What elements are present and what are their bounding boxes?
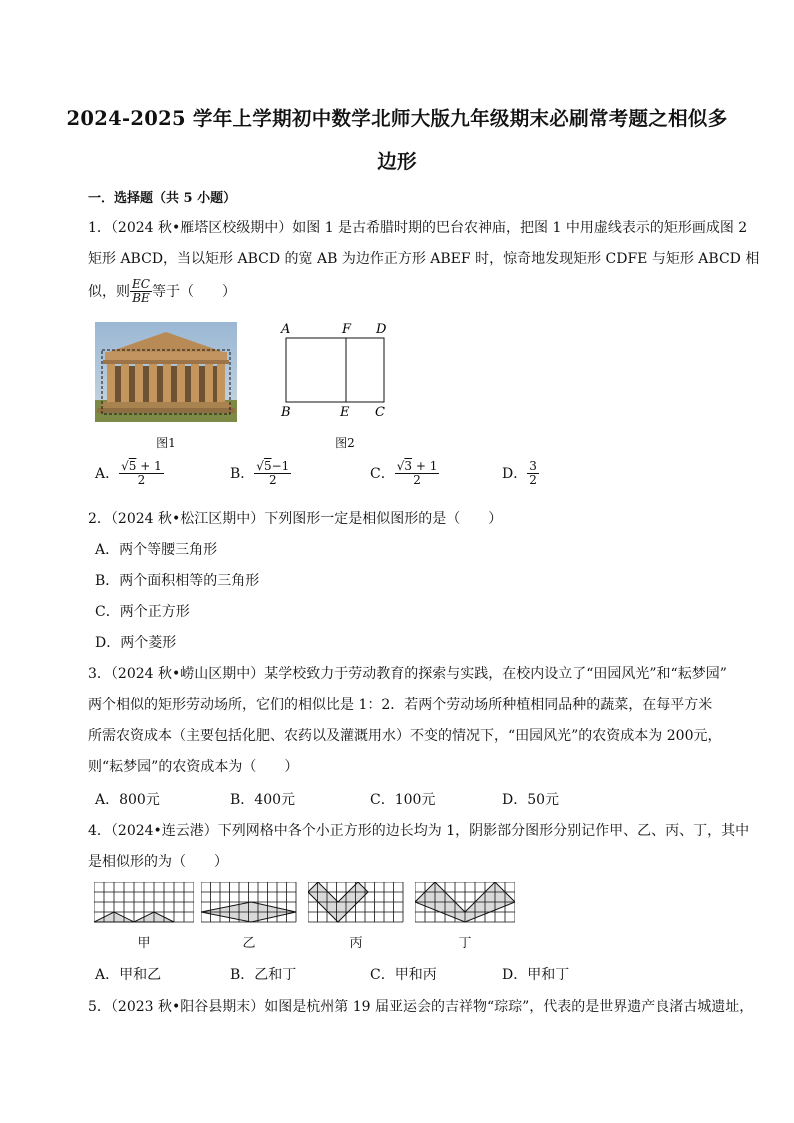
page-title: 2024-2025 学年上学期初中数学北师大版九年级期末必刷常考题之相似多	[66, 107, 728, 130]
option-label: D．	[502, 466, 528, 483]
q1-option-c[interactable]	[370, 460, 439, 486]
fig1-caption: 图1	[156, 436, 176, 450]
q3-option-c[interactable]: C．100元	[370, 792, 436, 808]
point-A: A	[281, 322, 291, 337]
grid-caption-yi: 乙	[242, 936, 256, 951]
q4-line2: 是相似形的为（ ）	[88, 854, 228, 870]
option-fraction	[527, 460, 539, 486]
q1-option-a[interactable]	[95, 460, 164, 486]
q3-line4: 则“耘梦园”的农资成本为（ ）	[88, 759, 299, 775]
point-B: B	[281, 405, 291, 420]
q1-line3	[88, 278, 236, 304]
q1-line3-post: 等于（ ）	[151, 284, 236, 301]
rectangle-figure	[276, 320, 396, 424]
num-rest: + 1	[140, 459, 162, 473]
point-E: E	[340, 405, 350, 420]
grid-bing	[308, 882, 408, 932]
point-F: F	[342, 322, 352, 337]
q4-option-b[interactable]: B．乙和丁	[230, 967, 297, 983]
temple-photo	[95, 322, 237, 422]
option-label: B．	[230, 466, 255, 483]
q4-option-c[interactable]: C．甲和丙	[370, 967, 437, 983]
q4-option-a[interactable]: A．甲和乙	[95, 967, 162, 983]
q4-line1: 4．（2024•连云港）下列网格中各个小正方形的边长均为 1，阴影部分图形分别记作甲、乙、丙、丁，其中	[88, 823, 750, 839]
option-fraction: $\frac{√5 + 1}{2}$	[121, 459, 162, 487]
q1-line3-pre: 似，则	[88, 284, 130, 301]
num-rest: −1	[271, 459, 290, 473]
q2-option-c[interactable]: C．两个正方形	[95, 604, 190, 620]
section-heading: 一．选择题（共 5 小题）	[88, 191, 237, 206]
q1-fraction-den: BE	[132, 290, 150, 305]
grid-jia	[94, 882, 194, 932]
q2-option-b[interactable]: B．两个面积相等的三角形	[95, 573, 260, 589]
denominator: 2	[268, 472, 277, 487]
numerator: 3	[529, 459, 537, 473]
q1-fraction-num: EC	[132, 277, 150, 291]
q5-line1: 5．（2023 秋•阳谷县期末）如图是杭州第 19 届亚运会的吉祥物“琮琮”，代表的是世界遗产良渚古城遗址，	[88, 999, 754, 1015]
q3-option-d[interactable]: D．50元	[502, 792, 560, 808]
option-fraction: $\frac{√5-1}{2}$	[256, 459, 290, 487]
fig2-caption: 图2	[335, 436, 355, 450]
q1-line2: 矩形 ABCD，当以矩形 ABCD 的宽 AB 为边作正方形 ABEF 时，惊奇地发现矩形 CDFE 与矩形 ABCD 相	[88, 251, 760, 267]
page-title-line2: 边形	[377, 150, 417, 173]
q3-line3: 所需农资成本（主要包括化肥、农药以及灌溉用水）不变的情况下，“田园风光”的农资成本为 200元，	[88, 728, 722, 744]
point-C: C	[375, 405, 385, 420]
q1-option-d[interactable]	[502, 460, 539, 486]
num-rest: + 1	[415, 459, 438, 473]
denominator: 2	[137, 472, 146, 487]
option-fraction: $\frac{√3 + 1}{2}$	[396, 459, 438, 487]
denominator: 2	[413, 472, 421, 487]
q4-option-d[interactable]: D．甲和丁	[502, 967, 570, 983]
point-D: D	[376, 322, 387, 337]
q3-option-a[interactable]: A．800元	[95, 792, 160, 808]
q1-fraction	[130, 278, 152, 304]
q2-option-a[interactable]: A．两个等腰三角形	[95, 542, 218, 558]
q3-line1: 3．（2024 秋•崂山区期中）某学校致力于劳动教育的探索与实践，在校内设立了“田园风光”和“耘梦园”	[88, 666, 727, 682]
q2-option-d[interactable]: D．两个菱形	[95, 635, 177, 651]
grid-yi	[201, 882, 301, 932]
option-label: C．	[370, 466, 395, 483]
grid-caption-bing: 丙	[349, 936, 363, 951]
denominator: 2	[529, 472, 537, 487]
grid-caption-jia: 甲	[137, 936, 151, 951]
grid-ding	[415, 882, 515, 932]
q1-option-b[interactable]	[230, 460, 291, 486]
option-label: A．	[95, 466, 120, 483]
radicand: 3	[404, 459, 413, 473]
q3-line2: 两个相似的矩形劳动场所，它们的相似比是 1：2．若两个劳动场所种植相同品种的蔬菜，在每平方米	[88, 697, 713, 713]
radicand: 5	[263, 459, 272, 473]
q2-stem: 2．（2024 秋•松江区期中）下列图形一定是相似图形的是（ ）	[88, 511, 503, 527]
q1-line1: 1．（2024 秋•雁塔区校级期中）如图 1 是古希腊时期的巴台农神庙，把图 1 中用虚线表示的矩形画成图 2	[88, 220, 748, 236]
radicand: 5	[128, 459, 137, 473]
q3-option-b[interactable]: B．400元	[230, 792, 296, 808]
grid-caption-ding: 丁	[458, 936, 472, 951]
